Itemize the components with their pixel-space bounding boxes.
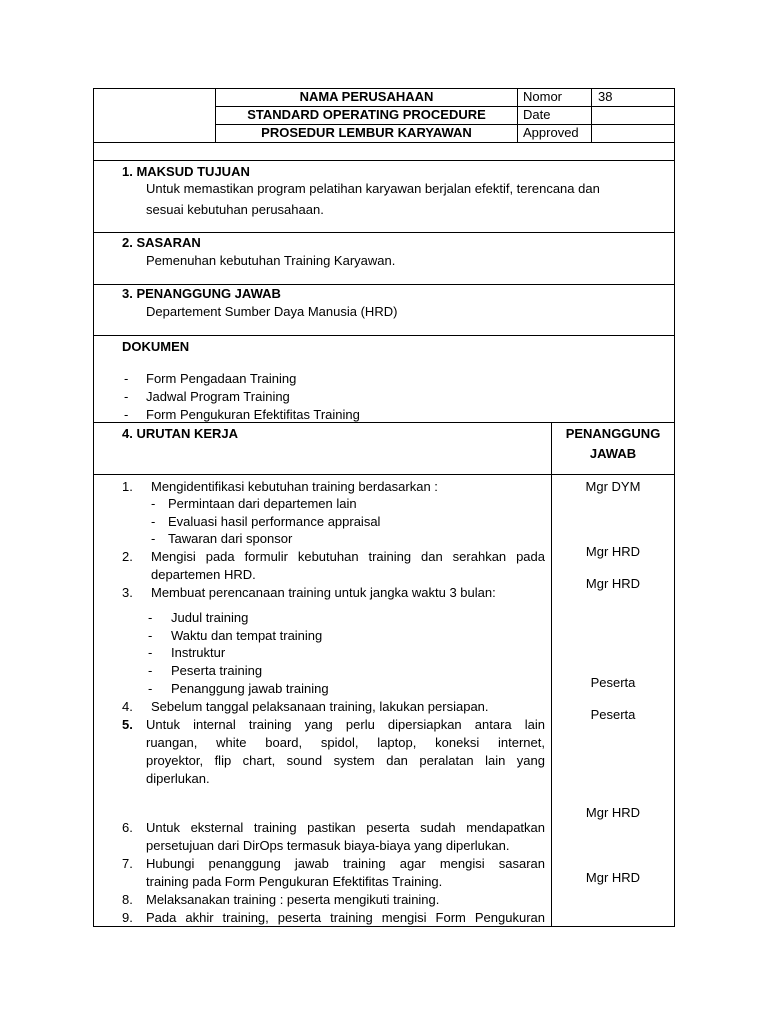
border-bottom <box>93 926 675 927</box>
list-bullet: - <box>151 496 156 511</box>
section-heading: 1. MAKSUD TUJUAN <box>122 164 250 179</box>
section-text: Departement Sumber Daya Manusia (HRD) <box>146 304 398 319</box>
step-number: 5. <box>122 717 133 732</box>
step-text: Sebelum tanggal pelaksanaan training, lakukan persiapan. <box>151 699 489 714</box>
step-text: persetujuan dari DirOps termasuk biaya-biaya yang diperlukan. <box>146 838 510 853</box>
section-line-2 <box>93 232 675 233</box>
step-number: 8. <box>122 892 133 907</box>
pj-entry: Mgr HRD <box>585 805 641 820</box>
section-text: Pemenuhan kebutuhan Training Karyawan. <box>146 253 396 268</box>
step-text: Mengisi pada formulir kebutuhan training dan serahkan pada <box>151 549 545 564</box>
step-number: 1. <box>122 479 133 494</box>
list-bullet: - <box>148 681 153 696</box>
list-item: Penanggung jawab training <box>171 681 329 696</box>
section-line-4 <box>93 335 675 336</box>
list-item: Waktu dan tempat training <box>171 628 323 643</box>
list-item: Instruktur <box>171 645 226 660</box>
step-number: 2. <box>122 549 133 564</box>
list-bullet: - <box>151 514 156 529</box>
section-heading: 2. SASARAN <box>122 235 201 250</box>
pj-entry: Mgr DYM <box>585 479 641 494</box>
step-number: 6. <box>122 820 133 835</box>
list-item: Tawaran dari sponsor <box>168 531 293 546</box>
step-text: Hubungi penanggung jawab training agar mengisi sasaran <box>146 856 545 871</box>
date-label: Date <box>523 107 551 122</box>
urutan-header-line <box>93 474 675 475</box>
step-text: Mengidentifikasi kebutuhan training berdasarkan : <box>151 479 438 494</box>
border-left <box>93 88 94 927</box>
list-item: Judul training <box>171 610 249 625</box>
sop-label: STANDARD OPERATING PROCEDURE <box>247 107 486 122</box>
step-text: training pada Form Pengukuran Efektifitas Training. <box>146 874 443 889</box>
step-text: Untuk eksternal training pastikan peserta sudah mendapatkan <box>146 820 545 835</box>
section-line-3 <box>93 284 675 285</box>
step-text: Melaksanakan training : peserta mengikuti training. <box>146 892 440 907</box>
step-text: proyektor, flip chart, sound system dan peralatan lain yang <box>146 753 545 768</box>
section-heading: 4. URUTAN KERJA <box>122 426 239 441</box>
step-text: Pada akhir training, peserta training mengisi Form Pengukuran <box>146 910 545 925</box>
list-item: Jadwal Program Training <box>146 389 290 404</box>
document-title: PROSEDUR LEMBUR KARYAWAN <box>261 125 472 140</box>
list-bullet: - <box>148 610 153 625</box>
list-bullet: - <box>148 645 153 660</box>
list-bullet: - <box>124 389 129 404</box>
section-text: sesuai kebutuhan perusahaan. <box>146 202 324 217</box>
step-number: 4. <box>122 699 133 714</box>
header-divider-value <box>591 88 592 143</box>
step-text: ruangan, white board, spidol, laptop, koneksi internet, <box>146 735 545 750</box>
pj-column-heading: PENANGGUNG <box>565 426 661 441</box>
pj-column-heading: JAWAB <box>589 446 637 461</box>
step-number: 3. <box>122 585 133 600</box>
header-divider-label <box>517 88 518 143</box>
section-heading: 3. PENANGGUNG JAWAB <box>122 286 281 301</box>
section-heading: DOKUMEN <box>122 339 190 354</box>
section-text: Untuk memastikan program pelatihan karyawan berjalan efektif, terencana dan <box>146 181 600 196</box>
pj-entry: Mgr HRD <box>585 576 641 591</box>
list-item: Peserta training <box>171 663 263 678</box>
step-text: diperlukan. <box>146 771 210 786</box>
border-right <box>674 88 675 927</box>
nomor-value: 38 <box>598 89 613 104</box>
step-text: Untuk internal training yang perlu dipersiapkan antara lain <box>146 717 545 732</box>
step-number: 9. <box>122 910 133 925</box>
step-text: Membuat perencanaan training untuk jangka waktu 3 bulan: <box>151 585 496 600</box>
approved-label: Approved <box>523 125 579 140</box>
step-text: departemen HRD. <box>151 567 256 582</box>
list-item: Form Pengukuran Efektifitas Training <box>146 407 360 422</box>
pj-entry: Mgr HRD <box>585 544 641 559</box>
list-bullet: - <box>148 663 153 678</box>
list-bullet: - <box>124 407 129 422</box>
spacer-row-line <box>93 160 675 161</box>
list-bullet: - <box>124 371 129 386</box>
list-bullet: - <box>148 628 153 643</box>
company-name: NAMA PERUSAHAAN <box>299 89 434 104</box>
step-number: 7. <box>122 856 133 871</box>
nomor-label: Nomor <box>523 89 563 104</box>
list-item: Form Pengadaan Training <box>146 371 297 386</box>
list-item: Permintaan dari departemen lain <box>168 496 357 511</box>
pj-entry: Peserta <box>590 707 636 722</box>
pj-entry: Mgr HRD <box>585 870 641 885</box>
pj-entry: Peserta <box>590 675 636 690</box>
list-bullet: - <box>151 531 156 546</box>
list-item: Evaluasi hasil performance appraisal <box>168 514 381 529</box>
header-bottom-line <box>93 142 675 143</box>
